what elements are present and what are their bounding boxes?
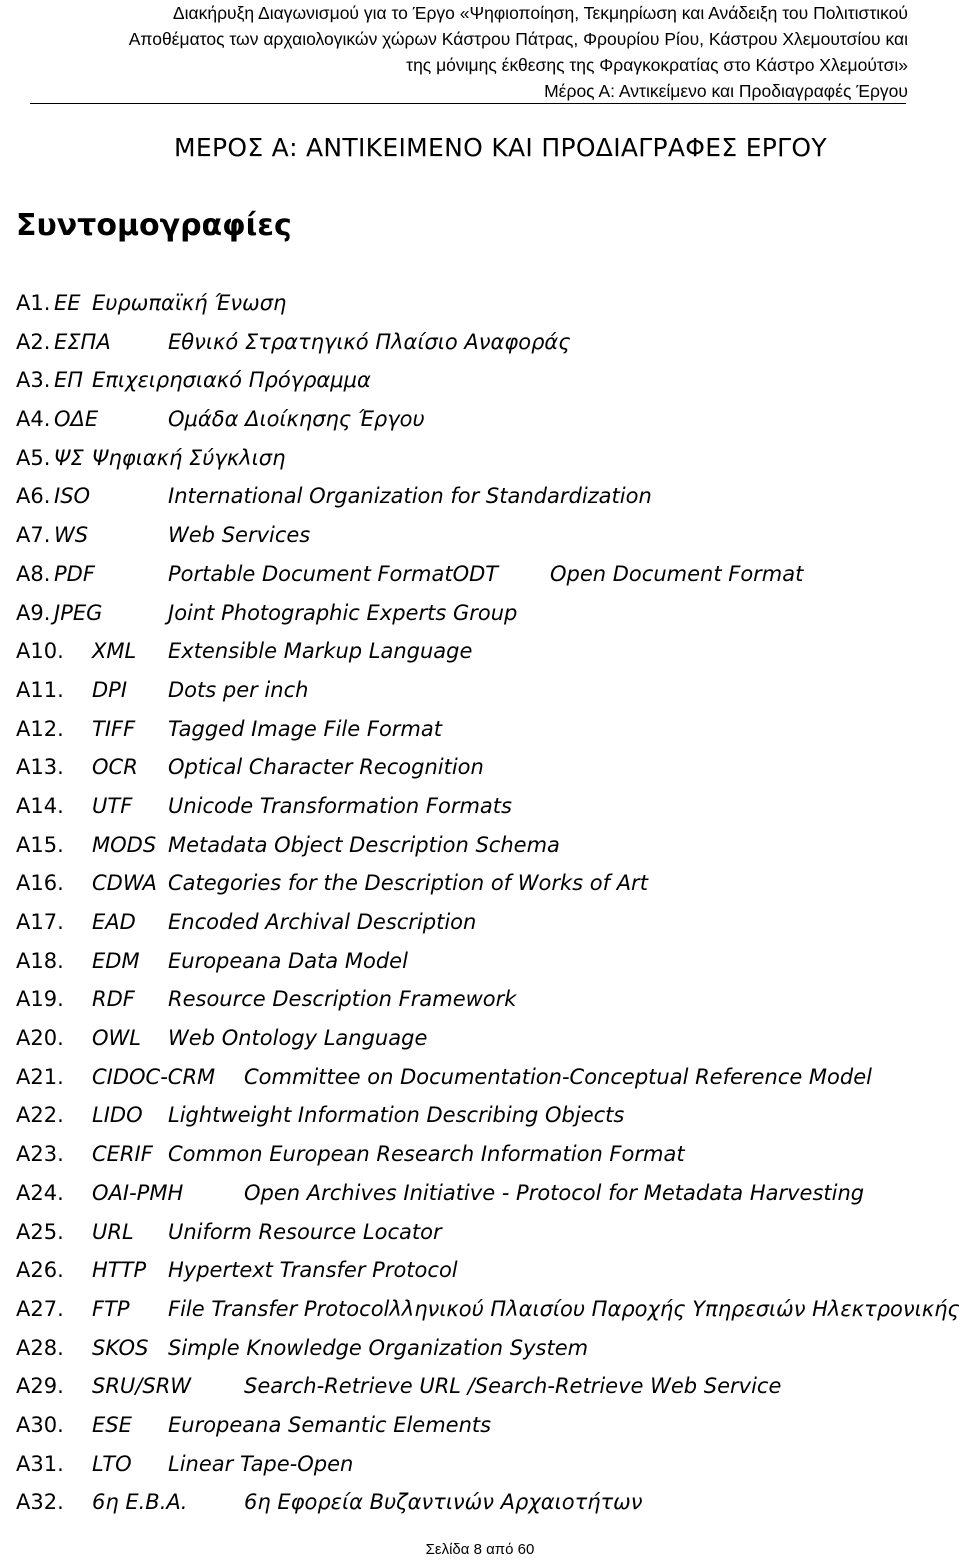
abbreviation: OCR <box>92 755 138 780</box>
header-line-1: Διακήρυξη Διαγωνισμού για το Έργο «Ψηφιοποίηση, Τεκμηρίωση και Ανάδειξη του Πολιτιστικού <box>172 3 908 23</box>
header-line-2: Αποθέματος των αρχαιολογικών χώρων Κάστρου Πάτρας, Φρουρίου Ρίου, Κάστρου Χλεμουτσίου και <box>128 29 908 49</box>
item-number: A3. <box>16 368 51 393</box>
list-item <box>16 594 960 633</box>
list-item <box>16 516 960 555</box>
item-number: A18. <box>16 948 64 973</box>
header-line-3: της μόνιμης έκθεσης της Φραγκοκρατίας στο Κάστρο Χλεμούτσι» <box>406 55 908 75</box>
item-number: A25. <box>16 1219 64 1244</box>
abbreviation-description: Metadata Object Description Schema <box>168 832 560 857</box>
abbreviation-description: File Transfer Protocolλληνικού Πλαισίου Παροχής Υπηρεσιών Ηλεκτρονικής <box>168 1296 960 1321</box>
abbreviation-list <box>16 284 960 1522</box>
abbreviation-description: Web Ontology Language <box>168 1026 428 1051</box>
item-number: A21. <box>16 1064 64 1089</box>
abbreviation-description: Extensible Markup Language <box>168 639 473 664</box>
item-number: A30. <box>16 1412 64 1437</box>
abbreviation: CDWA <box>92 871 157 896</box>
abbreviation: DPI <box>92 677 128 702</box>
abbreviation-description: Open Archives Initiative - Protocol for Metadata Harvesting <box>244 1180 865 1205</box>
item-number: A28. <box>16 1335 64 1360</box>
list-item <box>16 439 960 478</box>
abbreviation-description: Linear Tape-Open <box>168 1451 354 1476</box>
abbreviation: MODS <box>92 832 157 857</box>
abbreviation-description: Dots per inch <box>168 677 309 702</box>
item-number: A16. <box>16 871 64 896</box>
abbreviation: XML <box>92 639 137 664</box>
list-item <box>16 1174 960 1213</box>
abbreviation: ΕΣΠΑ <box>54 329 111 354</box>
abbreviation-description: Unicode Transformation Formats <box>168 793 512 818</box>
item-number: A26. <box>16 1258 64 1283</box>
item-number: A23. <box>16 1142 64 1167</box>
page-footer: Σελίδα 8 από 60 <box>425 1541 535 1558</box>
item-number: A31. <box>16 1451 64 1476</box>
list-item <box>16 787 960 826</box>
item-number: A19. <box>16 987 64 1012</box>
abbreviation-description: International Organization for Standardization <box>168 484 652 509</box>
list-item <box>16 400 960 439</box>
item-number: A24. <box>16 1180 64 1205</box>
abbreviation-description: Tagged Image File Format <box>168 716 442 741</box>
item-number: A4. <box>16 407 51 432</box>
abbreviation-description: Common European Research Information Format <box>168 1142 685 1167</box>
abbreviation-description: Επιχειρησιακό Πρόγραμμα <box>92 368 371 393</box>
abbreviation-description: Encoded Archival Description <box>168 910 477 934</box>
abbreviation-description: Hypertext Transfer Protocol <box>168 1258 458 1283</box>
abbreviation: ΨΣ <box>54 445 84 470</box>
abbreviation: LIDO <box>92 1103 143 1128</box>
item-number: A29. <box>16 1374 64 1399</box>
abbreviation-description: Committee on Documentation-Conceptual Reference Model <box>244 1064 872 1089</box>
section-title: Συντομογραφίες <box>16 208 292 243</box>
abbreviation: TIFF <box>92 716 136 741</box>
abbreviation: ESE <box>92 1412 132 1437</box>
list-item <box>16 903 960 942</box>
item-number: A2. <box>16 329 51 354</box>
item-number: A9. <box>16 600 51 625</box>
item-number: A8. <box>16 561 51 586</box>
item-number: A1. <box>16 291 51 315</box>
abbreviation: SRU/SRW <box>92 1374 192 1399</box>
abbreviation: ΕΠ <box>54 368 84 393</box>
item-number: A27. <box>16 1296 64 1321</box>
list-item <box>16 1329 960 1368</box>
list-item <box>16 671 960 710</box>
list-item <box>16 1019 960 1058</box>
abbreviation-description: Εθνικό Στρατηγικό Πλαίσιο Αναφοράς <box>168 329 571 354</box>
item-number: A17. <box>16 910 64 934</box>
list-item <box>16 1445 960 1484</box>
list-item <box>16 1213 960 1252</box>
list-item <box>16 1406 960 1445</box>
abbreviation: OWL <box>92 1026 141 1051</box>
abbreviation-description: Uniform Resource Locator <box>168 1219 442 1244</box>
list-item <box>16 284 960 323</box>
list-item <box>16 826 960 865</box>
abbreviation: EDM <box>92 948 140 973</box>
abbreviation: CERIF <box>92 1142 153 1167</box>
list-item <box>16 1135 960 1174</box>
abbreviation: WS <box>54 523 89 548</box>
abbreviation-description: Resource Description Framework <box>168 987 517 1012</box>
item-number: A6. <box>16 484 51 509</box>
list-item <box>16 1058 960 1097</box>
list-item <box>16 1290 960 1329</box>
item-number: A15. <box>16 832 64 857</box>
list-item <box>16 1483 960 1522</box>
abbreviation: JPEG <box>54 600 103 625</box>
abbreviation-description: Web Services <box>168 523 311 548</box>
list-item <box>16 361 960 400</box>
abbreviation-description: Joint Photographic Experts Group <box>168 600 518 625</box>
abbreviation: OAI-PMH <box>92 1180 184 1205</box>
item-number: A32. <box>16 1490 64 1515</box>
abbreviation: ΟΔΕ <box>54 407 99 432</box>
header-line-4: Μέρος Α: Αντικείμενο και Προδιαγραφές Έργου <box>544 81 908 101</box>
page-header <box>0 0 960 104</box>
abbreviation-description: Europeana Semantic Elements <box>168 1412 492 1437</box>
abbreviation-description-secondary: Open Document Format <box>550 561 804 586</box>
abbreviation-description: Ψηφιακή Σύγκλιση <box>92 445 286 470</box>
item-number: A13. <box>16 755 64 780</box>
abbreviation-description: Portable Document FormatODT <box>168 561 499 586</box>
abbreviation-description: Optical Character Recognition <box>168 755 484 780</box>
abbreviation-description: Ομάδα Διοίκησης Έργου <box>168 407 425 432</box>
item-number: A12. <box>16 716 64 741</box>
part-title: ΜΕΡΟΣ Α: ΑΝΤΙΚΕΙΜΕΝΟ ΚΑΙ ΠΡΟΔΙΑΓΡΑΦΕΣ ΕΡΓΟΥ <box>174 133 827 162</box>
header-divider <box>30 103 906 104</box>
list-item <box>16 710 960 749</box>
abbreviation-description: Search-Retrieve URL /Search-Retrieve Web Service <box>244 1374 782 1399</box>
item-number: A14. <box>16 793 64 818</box>
list-item <box>16 980 960 1019</box>
list-item <box>16 864 960 903</box>
list-item <box>16 1251 960 1290</box>
abbreviation: ISO <box>54 484 91 509</box>
abbreviation: PDF <box>54 561 95 586</box>
abbreviation: URL <box>92 1219 134 1244</box>
abbreviation: FTP <box>92 1296 130 1321</box>
abbreviation: RDF <box>92 987 135 1012</box>
abbreviation: EAD <box>92 910 136 934</box>
item-number: A5. <box>16 445 51 470</box>
abbreviation: UTF <box>92 793 133 818</box>
abbreviation-description: Ευρωπαϊκή Ένωση <box>92 291 287 315</box>
list-item <box>16 477 960 516</box>
item-number: A22. <box>16 1103 64 1128</box>
abbreviation: CIDOC-CRM <box>92 1064 216 1089</box>
abbreviation-description: Europeana Data Model <box>168 948 408 973</box>
item-number: A7. <box>16 523 51 548</box>
list-item <box>16 555 960 594</box>
item-number: A11. <box>16 677 64 702</box>
item-number: A20. <box>16 1026 64 1051</box>
list-item <box>16 632 960 671</box>
abbreviation: HTTP <box>92 1258 147 1283</box>
abbreviation: ΕΕ <box>54 291 81 315</box>
abbreviation: SKOS <box>92 1335 149 1360</box>
list-item <box>16 323 960 362</box>
abbreviation-description: Simple Knowledge Organization System <box>168 1335 589 1360</box>
abbreviation-description: 6η Εφορεία Βυζαντινών Αρχαιοτήτων <box>244 1490 643 1515</box>
list-item <box>16 1367 960 1406</box>
abbreviation: LTO <box>92 1451 132 1476</box>
abbreviation-description: Lightweight Information Describing Objects <box>168 1103 625 1128</box>
item-number: A10. <box>16 639 64 664</box>
list-item <box>16 942 960 981</box>
abbreviation: 6η Ε.Β.Α. <box>92 1490 188 1515</box>
abbreviation-description: Categories for the Description of Works of Art <box>168 871 648 896</box>
list-item <box>16 748 960 787</box>
list-item <box>16 1096 960 1135</box>
